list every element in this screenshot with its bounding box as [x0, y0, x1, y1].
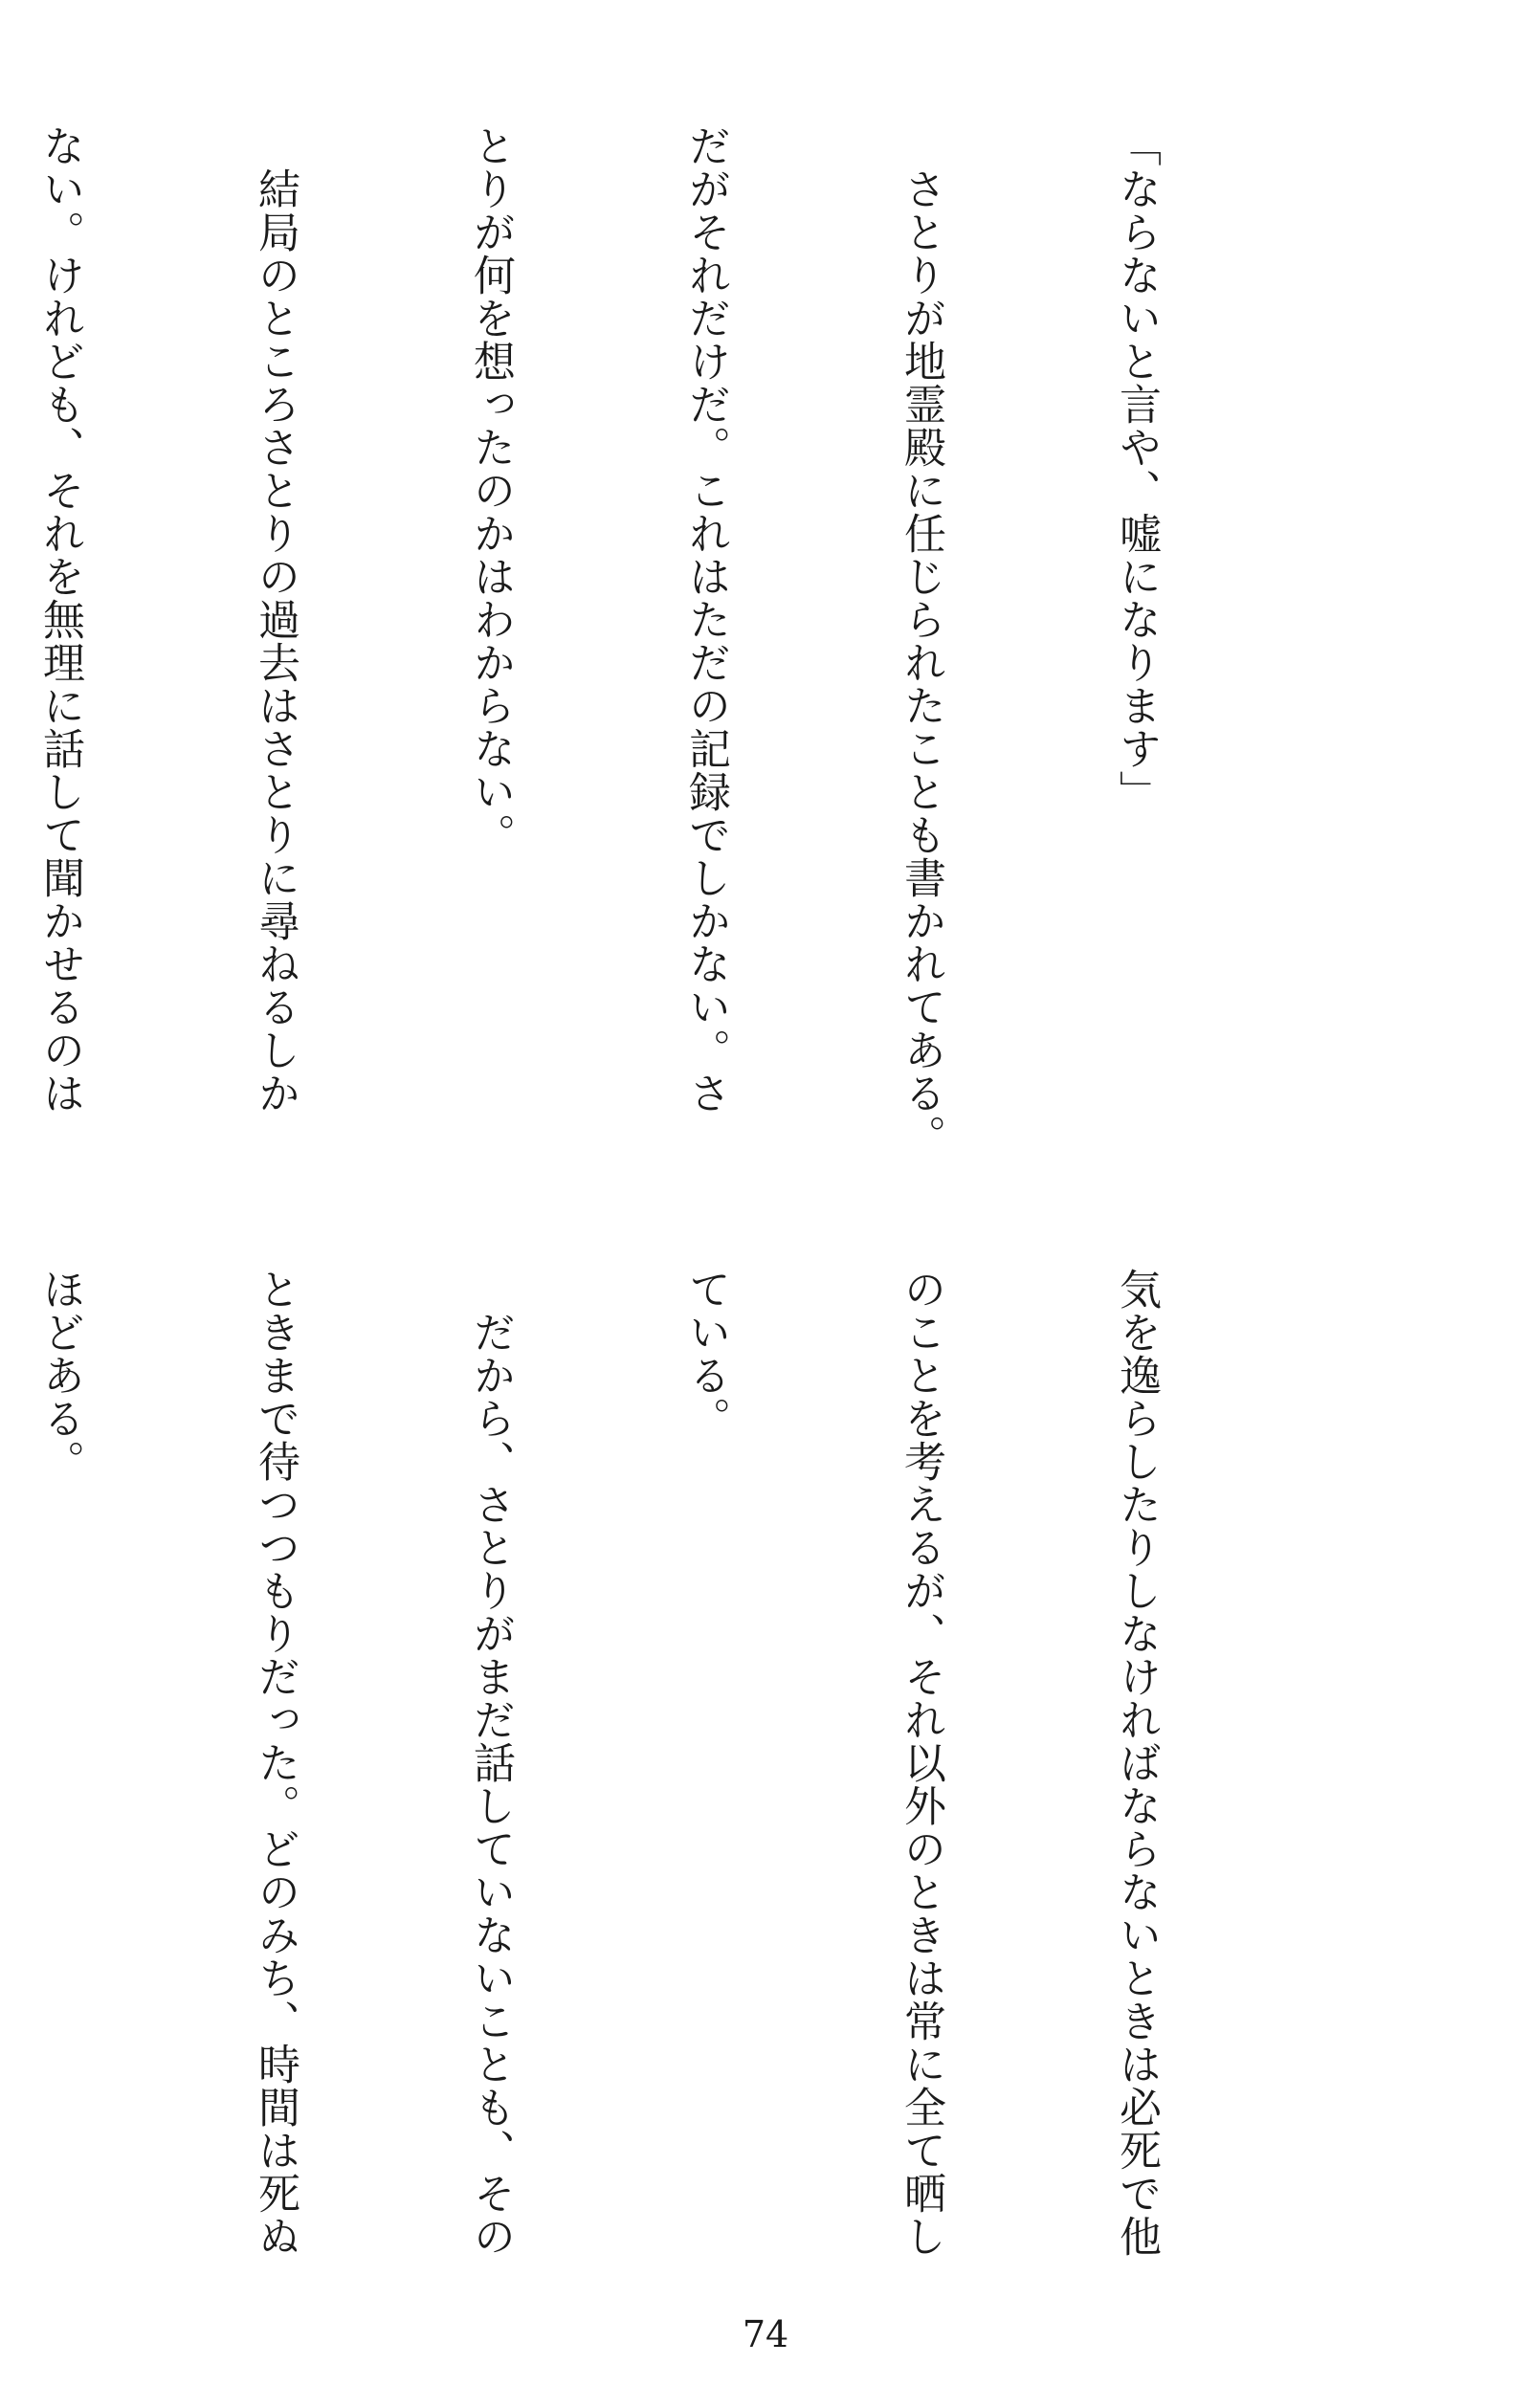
text-line: 気を逸らしたりしなければならないときは必死で他 [1112, 1268, 1161, 2258]
text-line: だがそれだけだ。これはただの記録でしかない。さ [681, 124, 730, 1115]
text-line: ときまで待つつもりだった。どのみち、時間は死ぬ [251, 1268, 300, 2258]
text-line: 結局のところさとりの過去はさとりに尋ねるしか [251, 124, 300, 1115]
text-line: ている。 [681, 1268, 730, 1440]
text-line: 「ならないと言や、嘘になります」 [1112, 124, 1161, 813]
text-line: だから、さとりがまだ話していないことも、その [466, 1268, 515, 2258]
page-number: 74 [742, 2313, 789, 2355]
text-line: さとりが地霊殿に任じられたことも書かれてある。 [897, 124, 945, 1158]
text-line: とりが何を想ったのかはわからない。 [466, 124, 515, 856]
bottom-text-block [0, 1268, 1316, 2282]
text-line: のことを考えるが、それ以外のときは常に全て晒し [897, 1268, 945, 2258]
text-line: ほどある。 [35, 1268, 84, 1483]
top-text-block [0, 124, 1316, 1158]
text-line: ない。けれども、それを無理に話して聞かせるのは [35, 124, 84, 1115]
